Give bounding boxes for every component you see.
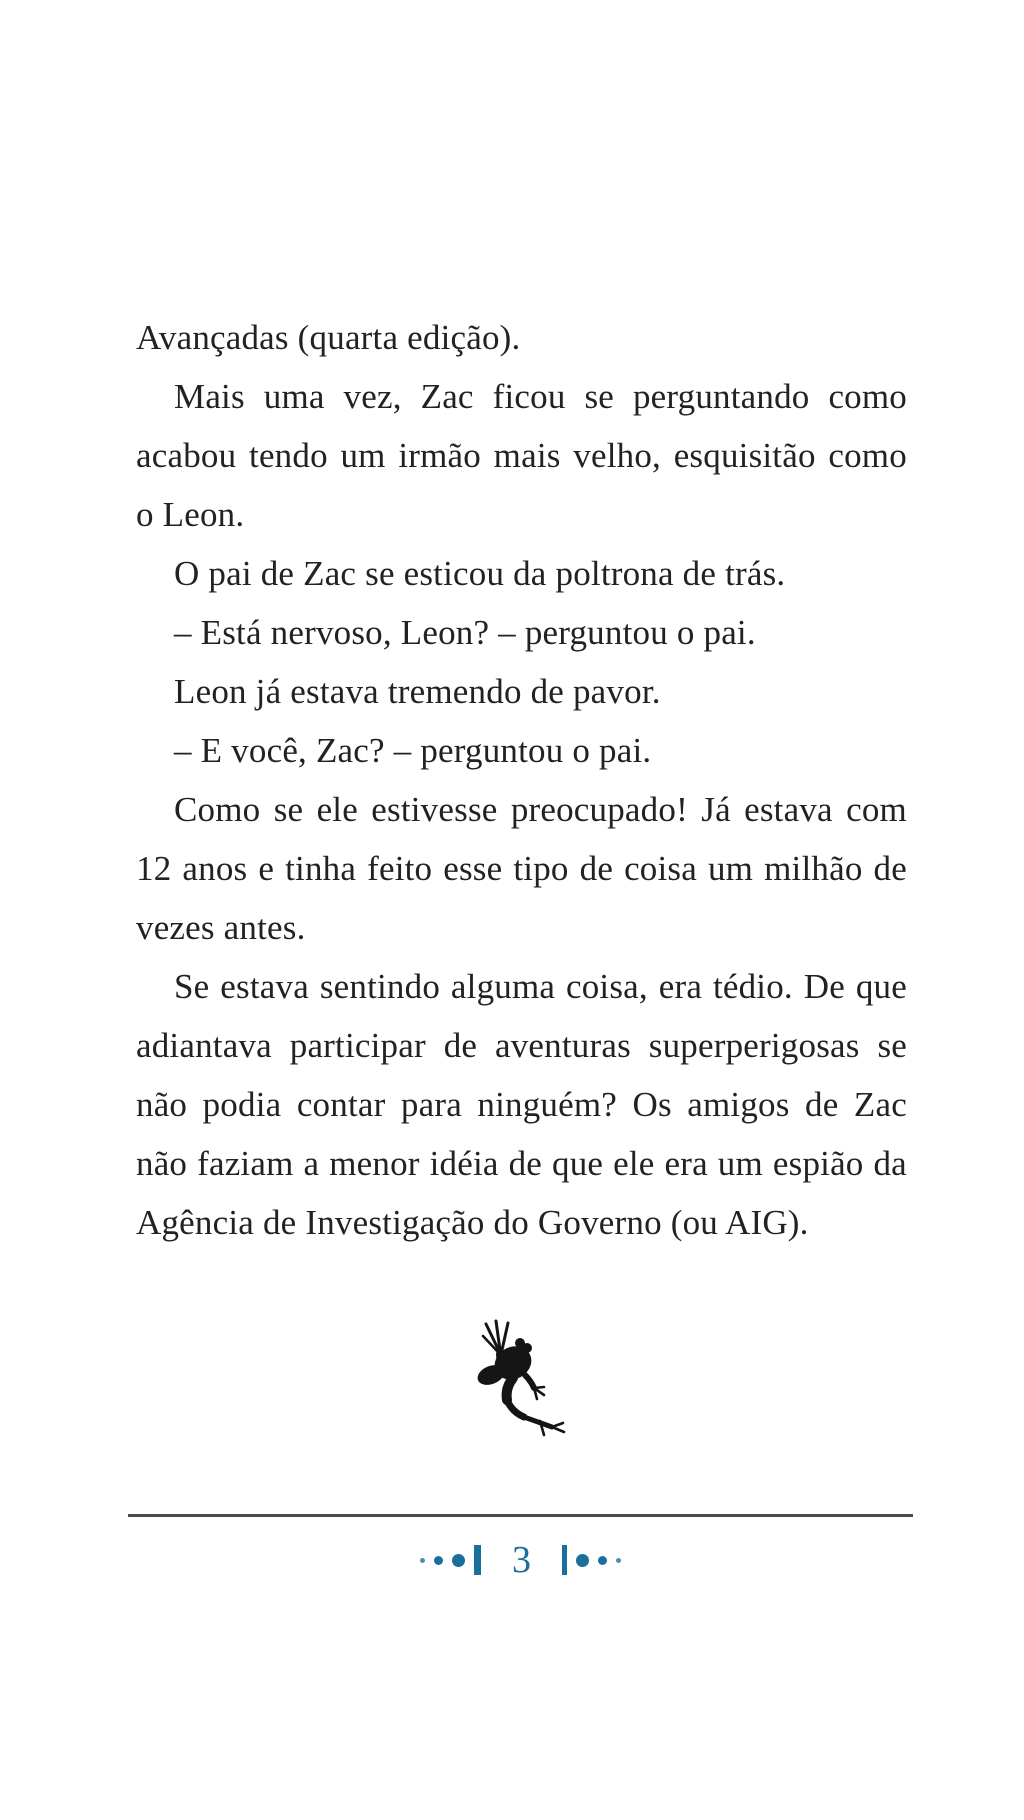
text-line: – E você, Zac? – perguntou o pai.	[174, 731, 652, 770]
text-line: acabou tendo um irmão mais velho, esquisitão como	[136, 436, 907, 475]
text-line: – Está nervoso, Leon? – perguntou o pai.	[174, 613, 756, 652]
ornament-dot-medium	[598, 1556, 607, 1565]
text-line: Avançadas (quarta edição).	[136, 318, 521, 357]
text-line: não podia contar para ninguém? Os amigos de Zac	[136, 1085, 907, 1124]
footer-divider	[128, 1514, 913, 1517]
ornament-dot-medium	[434, 1556, 443, 1565]
text-line: Agência de Investigação do Governo (ou AIG).	[136, 1203, 809, 1242]
text-line: Mais uma vez, Zac ficou se perguntando como	[174, 377, 907, 416]
ornament-dot-large	[576, 1554, 589, 1567]
page-footer	[128, 1539, 913, 1581]
text-line: vezes antes.	[136, 908, 306, 947]
text-line: Leon já estava tremendo de pavor.	[174, 672, 661, 711]
text-line: o Leon.	[136, 495, 245, 534]
text-line: não faziam a menor idéia de que ele era um espião da	[136, 1144, 907, 1183]
ornament-dot-small	[420, 1558, 425, 1563]
text-line: adiantava participar de aventuras superperigosas se	[136, 1026, 907, 1065]
text-line: 12 anos e tinha feito esse tipo de coisa um milhão de	[136, 849, 907, 888]
text-line: Como se ele estivesse preocupado! Já estava com	[174, 790, 907, 829]
text-line: O pai de Zac se esticou da poltrona de trás.	[174, 554, 786, 593]
frog-icon	[470, 1318, 570, 1443]
ornament-dot-small	[616, 1558, 621, 1563]
ornament-dot-large	[452, 1554, 465, 1567]
ornament-bar-right	[562, 1545, 567, 1575]
text-line: Se estava sentindo alguma coisa, era tédio. De que	[174, 967, 907, 1006]
text-block	[136, 308, 907, 1252]
page-number: 3	[512, 1539, 531, 1581]
ornament-bar-left	[474, 1545, 481, 1575]
